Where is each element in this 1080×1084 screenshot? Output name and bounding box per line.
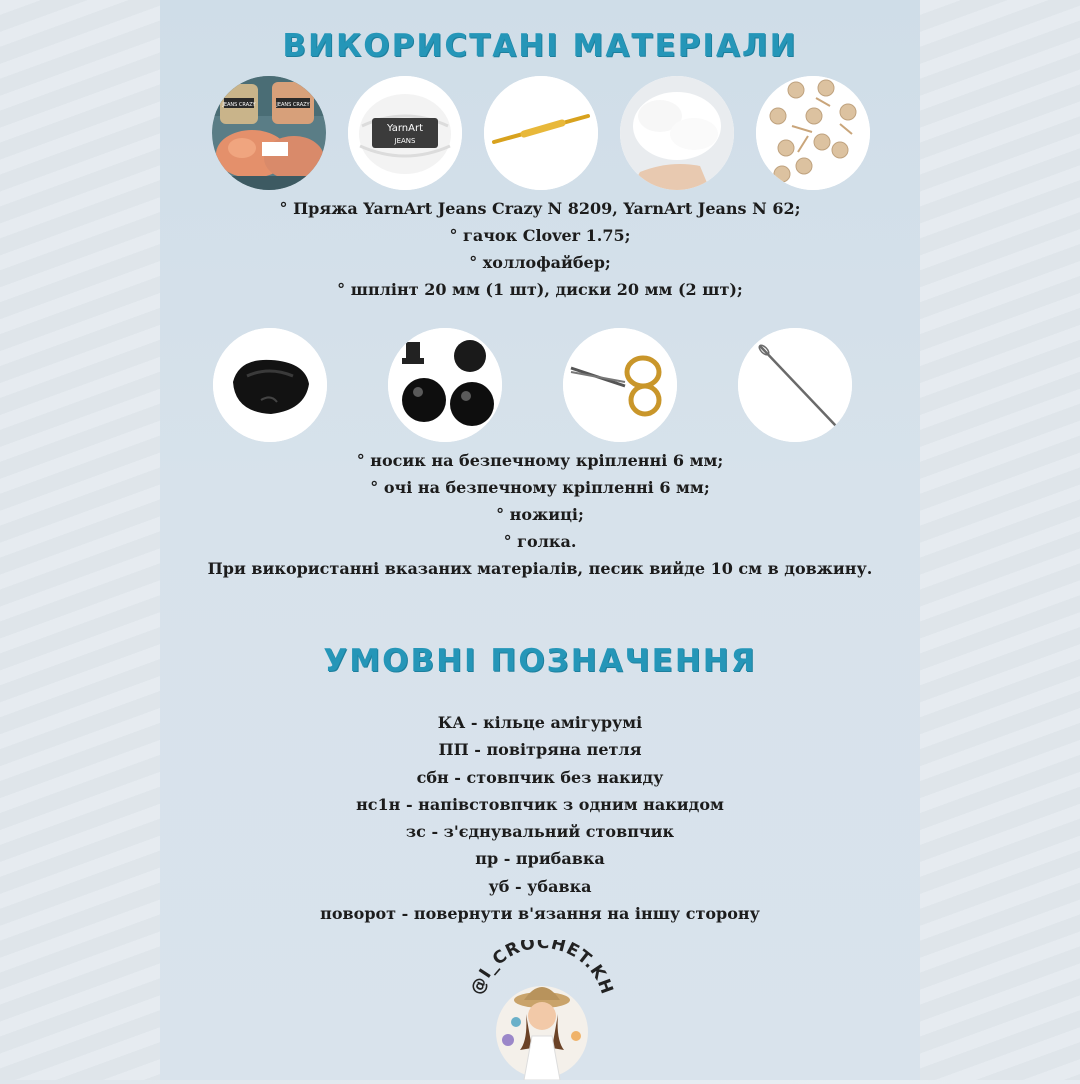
joints-photo bbox=[756, 76, 870, 190]
legend-title: УМОВНІ ПОЗНАЧЕННЯ bbox=[323, 643, 757, 679]
needle-photo bbox=[738, 328, 852, 442]
svg-text:JEANS CRAZY: JEANS CRAZY bbox=[276, 102, 310, 108]
legend-item: нс1н - напівстовпчик з одним накидом bbox=[356, 794, 724, 814]
materials-line: ° шплінт 20 мм (1 шт), диски 20 мм (2 шт); bbox=[337, 280, 743, 299]
crochet-hook-photo bbox=[484, 76, 598, 190]
yarn-jeans-photo bbox=[348, 76, 462, 190]
legend-item: зс - з'єднувальний стовпчик bbox=[405, 822, 675, 842]
safety-eyes-photo bbox=[388, 328, 502, 442]
scissors-photo bbox=[563, 328, 677, 442]
materials-line: ° голка. bbox=[503, 532, 577, 551]
materials-line: ° Пряжа YarnArt Jeans Crazy N 8209, YarnArt Jeans N 62; bbox=[279, 199, 801, 218]
legend-item: сбн - стовпчик без накиду bbox=[416, 767, 664, 787]
svg-text:JEANS: JEANS bbox=[394, 137, 416, 145]
legend-item: поворот - повернути в'язання на іншу сторону bbox=[320, 904, 760, 924]
materials-line: ° очі на безпечному кріпленні 6 мм; bbox=[370, 478, 710, 497]
legend-item: уб - убавка bbox=[488, 876, 592, 896]
size-note: При використанні вказаних матеріалів, песик вийде 10 см в довжину. bbox=[207, 559, 873, 578]
safety-nose-photo bbox=[213, 328, 327, 442]
materials-line: ° холлофайбер; bbox=[469, 253, 611, 272]
svg-text:JEANS CRAZY: JEANS CRAZY bbox=[222, 102, 256, 108]
svg-text:YarnArt: YarnArt bbox=[386, 123, 424, 134]
legend-item: КА - кільце амігурумі bbox=[437, 713, 643, 732]
hollofiber-photo bbox=[620, 76, 734, 190]
materials-list-1 bbox=[0, 195, 1080, 303]
materials-line: ° ножиці; bbox=[496, 505, 584, 524]
legend-item: пр - прибавка bbox=[475, 849, 605, 869]
legend-list bbox=[0, 709, 1080, 927]
materials-line: ° носик на безпечному кріпленні 6 мм; bbox=[356, 451, 724, 470]
brand-logo bbox=[462, 940, 622, 1080]
materials-title: ВИКОРИСТАНІ МАТЕРІАЛИ bbox=[282, 28, 798, 64]
materials-line: ° гачок Clover 1.75; bbox=[449, 226, 631, 245]
svg-text:@I_CROCHET.KH: @I_CROCHET.KH bbox=[467, 940, 617, 998]
yarn-crazy-photo bbox=[212, 76, 326, 190]
legend-item: ПП - повітряна петля bbox=[438, 740, 642, 760]
materials-list-2 bbox=[0, 447, 1080, 582]
